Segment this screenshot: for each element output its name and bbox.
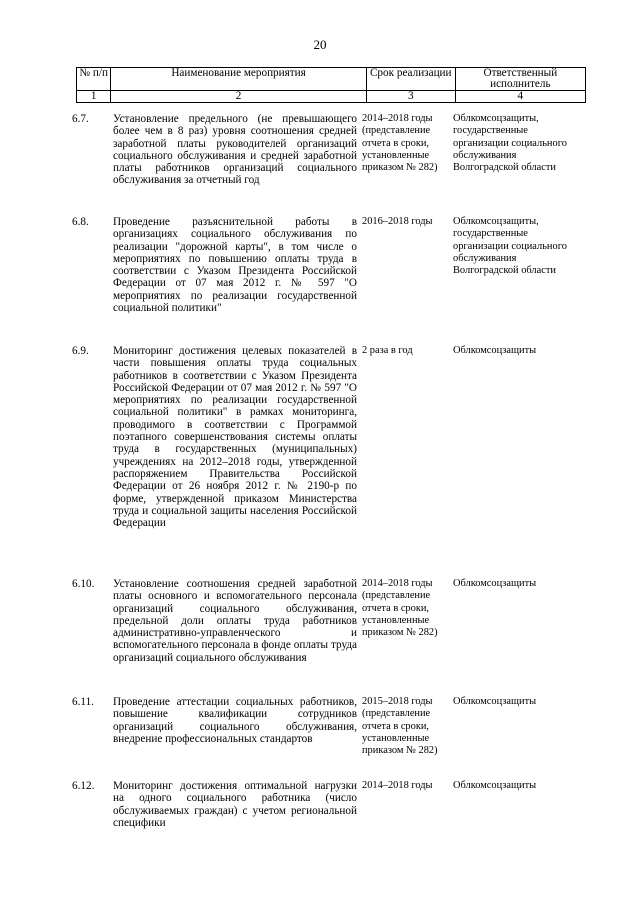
row-responsible: Облкомсоцзащиты, государственные организации социального обслуживания Волгоградской области bbox=[453, 216, 567, 277]
header-responsible: Ответственный исполнитель bbox=[455, 68, 585, 91]
row-measure: Мониторинг достижения целевых показателей в части повышения оплаты труда социальных работников в соответствии с Указом Президента Российской Федерации от 07 мая 2012 г. № 597 "О мероприятиях по реализации государственной социальной политики" в рамках мониторинга, проводимого в соответствии с Программой поэтапного совершенствования системы оплаты труда в государственных (муниципальных) учреждениях на 2012–2018 годы, утвержденной распоряжением Правительства Российской Федерации от 26 ноября 2012 г. № 2190-р по форме, утвержденной приказом Министерства труда и социальной защиты населения Российской Федерации bbox=[113, 345, 357, 530]
header-index-4: 4 bbox=[455, 91, 585, 103]
header-index-1: 1 bbox=[77, 91, 111, 103]
header-index-3: 3 bbox=[366, 91, 455, 103]
row-term: 2014–2018 годы bbox=[362, 780, 433, 791]
header-index-2: 2 bbox=[111, 91, 367, 103]
row-measure: Проведение разъяснительной работы в организациях социального обслуживания по реализации "дорожной карты", в том числе о мероприятиях по повышению оплаты труда в соответствии с Указом Президента Российской Федерации от 07 мая 2012 г. № 597 "О мероприятиях по реализации государственной социальной политики" bbox=[113, 216, 357, 315]
row-term: 2016–2018 годы bbox=[362, 216, 433, 227]
row-responsible: Облкомсоцзащиты bbox=[453, 345, 537, 356]
row-number: 6.12. bbox=[72, 780, 95, 792]
row-measure: Установление предельного (не превышающего более чем в 8 раз) уровня соотношения средней заработной платы руководителей организаций социального обслуживания и средней заработной платы работников организаций социального обслуживания за отчетный год bbox=[113, 113, 357, 187]
row-number: 6.9. bbox=[72, 345, 89, 357]
row-term: 2014–2018 годы (представление отчета в сроки, установленные приказом № 282) bbox=[362, 113, 438, 174]
row-responsible: Облкомсоцзащиты bbox=[453, 780, 537, 791]
row-number: 6.8. bbox=[72, 216, 89, 228]
row-measure: Мониторинг достижения оптимальной нагрузки на одного социального работника (число обслуживаемых граждан) с учетом региональной специфики bbox=[113, 780, 357, 829]
table-header bbox=[76, 67, 586, 103]
row-number: 6.7. bbox=[72, 113, 89, 125]
row-term: 2 раза в год bbox=[362, 345, 413, 356]
row-measure: Установление соотношения средней заработной платы основного и вспомогательного персонала организаций социального обслуживания, предельной доли оплаты труда работников административно-управленческого и вспомогательного персонала в фонде оплаты труда организаций социального обслуживания bbox=[113, 578, 357, 664]
page-number: 20 bbox=[313, 37, 327, 52]
row-number: 6.10. bbox=[72, 578, 95, 590]
header-name: Наименование мероприятия bbox=[111, 68, 367, 91]
row-measure: Проведение аттестации социальных работников, повышение квалификации сотрудников организаций социального обслуживания, внедрение профессиональных стандартов bbox=[113, 696, 357, 745]
row-term: 2014–2018 годы (представление отчета в сроки, установленные приказом № 282) bbox=[362, 578, 438, 639]
row-term: 2015–2018 годы (представление отчета в сроки, установленные приказом № 282) bbox=[362, 696, 438, 757]
row-responsible: Облкомсоцзащиты, государственные организации социального обслуживания Волгоградской области bbox=[453, 113, 567, 174]
row-responsible: Облкомсоцзащиты bbox=[453, 696, 537, 707]
row-responsible: Облкомсоцзащиты bbox=[453, 578, 537, 589]
header-term: Срок реализации bbox=[366, 68, 455, 91]
row-number: 6.11. bbox=[72, 696, 94, 708]
header-num: № п/п bbox=[77, 68, 111, 91]
